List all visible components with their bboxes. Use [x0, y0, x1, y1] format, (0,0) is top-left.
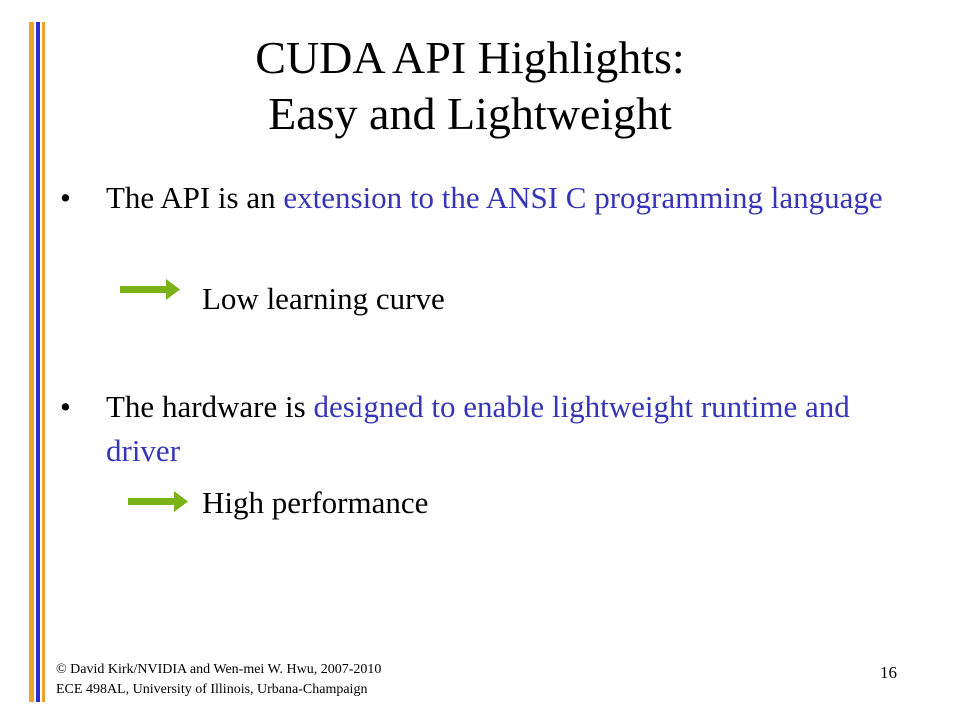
bullet-dot-icon: • [60, 389, 71, 424]
result-line-1 [120, 279, 540, 319]
title-line-2: Easy and Lightweight [268, 88, 672, 139]
page-number: 16 [880, 663, 897, 682]
footer-credits [56, 660, 381, 700]
result-text-2: High performance [202, 485, 429, 520]
footer-copyright: © David Kirk/NVIDIA and Wen-mei W. Hwu, 2007-2010 [56, 662, 382, 677]
bullet-highlight-2: designed to enable lightweight runtime and driver [106, 389, 850, 468]
bullet-prefix-2: The hardware is [106, 389, 314, 424]
bullet-prefix-1: The API is an [106, 180, 284, 215]
footer-course: ECE 498AL, University of Illinois, Urbana-Champaign [56, 682, 368, 697]
decorative-bar-blue [36, 22, 40, 702]
bullet-dot-icon: • [60, 180, 71, 215]
result-text-1: Low learning curve [202, 281, 445, 316]
bullet-highlight-1: extension to the ANSI C programming language [283, 180, 883, 215]
title-line-1: CUDA API Highlights: [255, 32, 685, 83]
bullet-item-1 [60, 176, 920, 266]
bullet-text-1 [106, 176, 920, 220]
bullet-text-2 [106, 385, 920, 473]
result-line-2 [128, 483, 548, 523]
decorative-bar-orange-left [29, 22, 34, 702]
decorative-bar-orange-right [42, 22, 45, 702]
bullet-item-2 [60, 385, 920, 475]
right-arrow-icon [120, 279, 180, 301]
right-arrow-icon [128, 491, 188, 513]
slide-title [120, 30, 820, 142]
